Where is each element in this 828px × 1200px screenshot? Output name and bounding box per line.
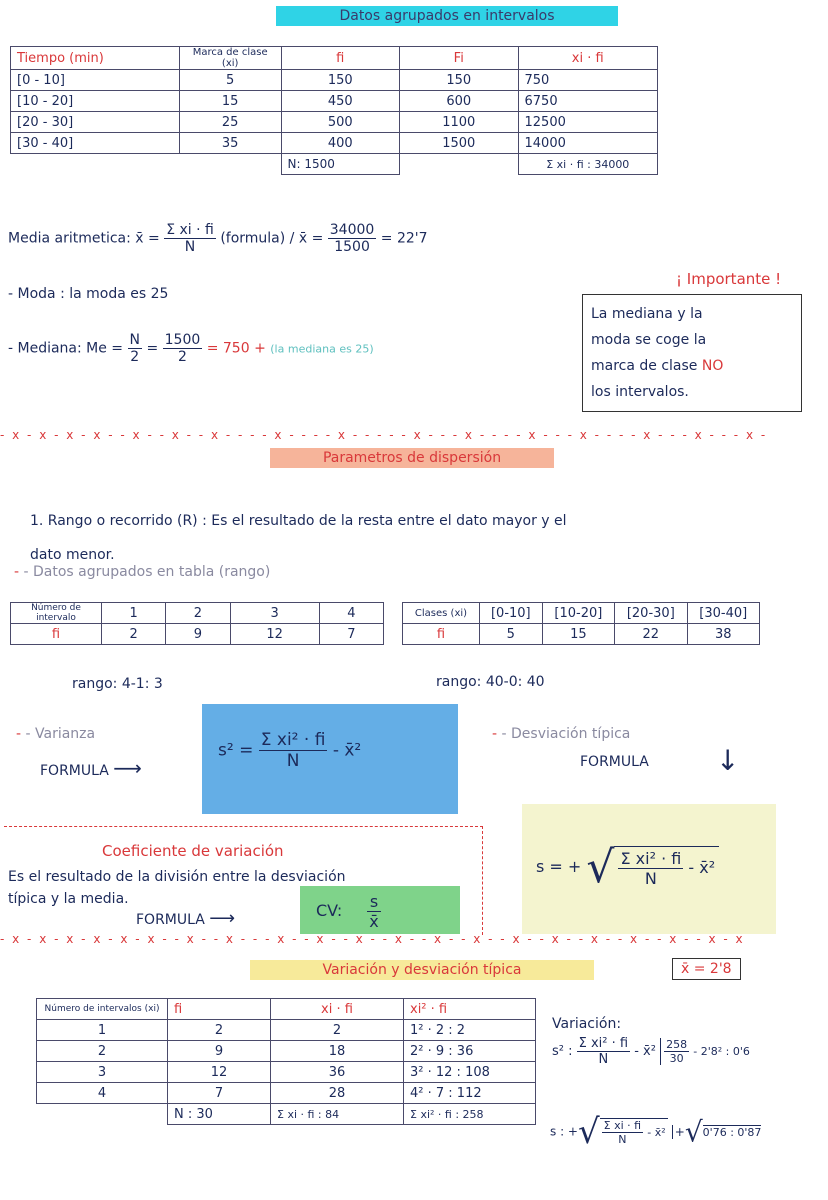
sqrt-icon: √ (684, 1115, 703, 1149)
numerator: N (129, 332, 140, 348)
mediana-formula (8, 332, 374, 365)
denominator: N (184, 239, 196, 255)
importante-line: moda se coge la (591, 332, 707, 348)
numerator: s (367, 892, 380, 912)
cell: 3 (230, 603, 319, 624)
section-title-parametros: Parametros de dispersión (270, 448, 554, 468)
numerator: Σ xi² · fi (260, 730, 326, 750)
media-formula (8, 222, 428, 255)
cell: 1 (102, 603, 166, 624)
variation-table (36, 998, 536, 1125)
cell: 15 (179, 91, 281, 112)
sd-plus: + (672, 1125, 685, 1139)
desv-label-text: - Desviación típica (501, 726, 631, 742)
grouped-data-table (10, 46, 658, 175)
media-value-fraction (328, 222, 377, 255)
cell: 2 (168, 1020, 271, 1041)
table-row (37, 1062, 536, 1083)
cell: 25 (179, 112, 281, 133)
mediana-label: - Mediana: Me = (8, 340, 124, 357)
cell: 36 (271, 1062, 404, 1083)
denominator: 1500 (334, 239, 370, 255)
variacion-formula (552, 1036, 824, 1067)
media-note: (formula) / (220, 230, 295, 247)
mediana-value-fraction (163, 332, 203, 365)
importante-line (591, 353, 793, 379)
numerator: Σ xi² · fi (620, 848, 682, 868)
coef-title: Coeficiente de variación (102, 842, 284, 860)
cell: Número de intervalo (11, 603, 102, 624)
cell: 4 (37, 1083, 168, 1104)
var-fraction (577, 1036, 630, 1067)
cell: 450 (281, 91, 399, 112)
table-row (11, 133, 658, 154)
cell: 500 (281, 112, 399, 133)
numerator: 258 (666, 1038, 688, 1051)
sd-formula (550, 1112, 826, 1152)
class-table (402, 602, 760, 645)
coef-def-line: Es el resultado de la división entre la desviación (8, 869, 346, 885)
desv-lhs: s = + (536, 857, 582, 876)
cell: 4 (319, 603, 383, 624)
cell: [0 - 10] (11, 70, 180, 91)
varianza-tail: - x̄² (332, 740, 362, 761)
section-title-datos: Datos agrupados en intervalos (276, 6, 618, 26)
cell: 12500 (518, 112, 658, 133)
cell: [30-40] (687, 603, 759, 624)
mediana-fraction (128, 332, 142, 365)
varianza-fraction (259, 730, 328, 771)
denominator: N (618, 1133, 627, 1146)
mediana-note: (la mediana es 25) (270, 342, 374, 356)
varianza-lhs: s² = (218, 740, 254, 761)
table-total-row (11, 154, 658, 175)
empty-cell (11, 154, 180, 175)
desv-fraction (618, 849, 683, 888)
formula-word: FORMULA (136, 912, 205, 928)
cell: fi (168, 999, 271, 1020)
sd-fraction (602, 1119, 643, 1146)
table-row (11, 91, 658, 112)
media-fraction (164, 222, 216, 255)
cell: [20-30] (615, 603, 687, 624)
coef-formula-word (136, 908, 235, 929)
cell: 750 (518, 70, 658, 91)
header-cell: xi · fi (518, 47, 658, 70)
importante-no: NO (701, 358, 724, 374)
cv-formula-box (300, 886, 460, 934)
coef-definition (8, 866, 346, 910)
varianza-formula-word (40, 756, 142, 780)
total-n: N : 30 (168, 1104, 271, 1125)
cell: Clases (xi) (403, 603, 480, 624)
rango-a: rango: 4-1: 3 (72, 676, 163, 692)
desviacion-label: - - Desviación típica (492, 726, 631, 742)
var-lhs: s² : (552, 1044, 573, 1059)
cv-fraction (367, 892, 380, 931)
numerator: 1500 (164, 332, 201, 348)
table-row (11, 112, 658, 133)
table-row (37, 1020, 536, 1041)
cell: 150 (400, 70, 518, 91)
coef-def-line: típica y la media. (8, 891, 129, 907)
sd-lhs: s : + (550, 1124, 578, 1139)
cell: 22 (615, 624, 687, 645)
cell: 2 (102, 624, 166, 645)
sqrt-body (600, 1118, 668, 1146)
cell: fi (11, 624, 102, 645)
section-title-variacion: Variación y desviación típica (250, 960, 594, 980)
cell: fi (403, 624, 480, 645)
importante-heading: ¡ Importante ! (676, 270, 782, 288)
cell: 2 (166, 603, 230, 624)
denominator: N (286, 751, 300, 771)
var-divider (660, 1038, 750, 1065)
header-cell: Marca de clase (xi) (179, 47, 281, 70)
table-row (11, 70, 658, 91)
total-sum-sq: Σ xi² · fi : 258 (404, 1104, 536, 1125)
sqrt-icon: √ (586, 842, 615, 893)
var-value-fraction (664, 1038, 689, 1065)
cell: 400 (281, 133, 399, 154)
header-cell: Tiempo (min) (11, 47, 180, 70)
mean-box: x̄ = 2'8 (672, 958, 741, 980)
cell: Número de intervalos (xi) (37, 999, 168, 1020)
cell: xi · fi (271, 999, 404, 1020)
formula-word: FORMULA (40, 763, 109, 779)
table-row (403, 624, 760, 645)
cell: [10 - 20] (11, 91, 180, 112)
cell: 5 (480, 624, 543, 645)
cell: 18 (271, 1041, 404, 1062)
numerator: Σ xi · fi (603, 1119, 642, 1132)
media-lhs: x̄ = (135, 230, 160, 247)
importante-text: marca de clase (591, 358, 698, 374)
cell: 15 (542, 624, 614, 645)
denominator: N (644, 868, 657, 888)
cell: 14000 (518, 133, 658, 154)
cell: 28 (271, 1083, 404, 1104)
moda-text: - Moda : la moda es 25 (8, 286, 169, 302)
cell: 35 (179, 133, 281, 154)
empty-cell (179, 154, 281, 175)
cell: 2 (37, 1041, 168, 1062)
cell: 1100 (400, 112, 518, 133)
media-result: = 22'7 (380, 230, 428, 247)
cell: 3² · 12 : 108 (404, 1062, 536, 1083)
table-header-row (11, 603, 384, 624)
cell: 1² · 2 : 2 (404, 1020, 536, 1041)
header-cell: Fi (400, 47, 518, 70)
varianza-formula-box (202, 704, 458, 814)
table-row (37, 1041, 536, 1062)
cell: 38 (687, 624, 759, 645)
interval-table (10, 602, 384, 645)
var-result: - 2'8² : 0'6 (693, 1045, 750, 1058)
denominator: 30 (669, 1052, 684, 1065)
cell: 9 (166, 624, 230, 645)
divider-line: - x - x - x - x - - x - - x - - x - - - - x - - - - x - - - - - x - - - x - - - - x - - - x - - - - x - - - x - - - x - (0, 428, 768, 442)
rango-def-line: dato menor. (30, 547, 115, 563)
sqrt-body (614, 846, 719, 890)
empty-cell (400, 154, 518, 175)
mediana-eq: = (146, 340, 159, 357)
sd-tail: - x̄² (647, 1126, 666, 1139)
variacion-label: Variación: (552, 1016, 622, 1032)
right-arrow-icon: ⟶ (113, 756, 142, 780)
denominator: x̄ (369, 912, 379, 931)
cell: 1 (37, 1020, 168, 1041)
cell: 9 (168, 1041, 271, 1062)
rango-def-line: 1. Rango o recorrido (R) : Es el resultado de la resta entre el dato mayor y el (30, 513, 567, 529)
cell: 150 (281, 70, 399, 91)
table-header-row (37, 999, 536, 1020)
right-arrow-icon: ⟶ (209, 908, 236, 929)
cell: [30 - 40] (11, 133, 180, 154)
divider-line: - x - x - x - x - x - x - - x - - x - - - x - - x - - x - - x - - x - - x - - x - - x - - x - - x - - x - - x - x (0, 932, 745, 946)
total-sum: Σ xi · fi : 34000 (518, 154, 658, 175)
empty-cell (37, 1104, 168, 1125)
cell: 7 (168, 1083, 271, 1104)
cell: 12 (230, 624, 319, 645)
rango-sub-text: - Datos agrupados en tabla (rango) (23, 564, 271, 580)
importante-line: La mediana y la (591, 306, 703, 322)
bullet: - (14, 564, 20, 580)
table-row (11, 624, 384, 645)
cell: 12 (168, 1062, 271, 1083)
importante-line: los intervalos. (591, 384, 689, 400)
total-sum: Σ xi · fi : 84 (271, 1104, 404, 1125)
cell: 1500 (400, 133, 518, 154)
cell: 2 (271, 1020, 404, 1041)
cv-lhs: CV: (316, 901, 343, 920)
media-x: x̄ = (298, 230, 324, 247)
numerator: Σ xi² · fi (578, 1036, 629, 1051)
cell: 5 (179, 70, 281, 91)
table-header-row (11, 47, 658, 70)
rango-definition (30, 504, 820, 572)
table-row (37, 1083, 536, 1104)
cell: 6750 (518, 91, 658, 112)
desv-formula-box (522, 804, 776, 934)
cell: [10-20] (542, 603, 614, 624)
denominator: N (598, 1052, 609, 1067)
denominator: 2 (130, 349, 140, 365)
table-total-row (37, 1104, 536, 1125)
cell: 7 (319, 624, 383, 645)
varianza-label-text: - Varianza (25, 726, 96, 742)
numerator: 34000 (329, 222, 375, 238)
mediana-result: = 750 + (206, 340, 266, 357)
cell: [0-10] (480, 603, 543, 624)
cell: 2² · 9 : 36 (404, 1041, 536, 1062)
header-cell: fi (281, 47, 399, 70)
total-n: N: 1500 (281, 154, 399, 175)
denominator: 2 (177, 349, 187, 365)
var-tail: - x̄² (634, 1044, 656, 1059)
importante-box (582, 294, 802, 412)
numerator: Σ xi · fi (166, 222, 214, 238)
table-header-row (403, 603, 760, 624)
down-arrow-icon: ↓ (716, 744, 740, 777)
cell: 600 (400, 91, 518, 112)
cell: xi² · fi (404, 999, 536, 1020)
cell: [20 - 30] (11, 112, 180, 133)
sd-result: 0'76 : 0'87 (702, 1126, 762, 1139)
desv-formula-word: FORMULA (580, 754, 649, 770)
cell: 4² · 7 : 112 (404, 1083, 536, 1104)
media-label: Media aritmetica: (8, 230, 131, 247)
rango-subtitle (14, 564, 270, 580)
sqrt-icon: √ (577, 1112, 600, 1152)
cell: 3 (37, 1062, 168, 1083)
desv-tail: - x̄² (688, 857, 716, 877)
varianza-label: - - Varianza (16, 726, 96, 742)
rango-b: rango: 40-0: 40 (436, 674, 545, 690)
